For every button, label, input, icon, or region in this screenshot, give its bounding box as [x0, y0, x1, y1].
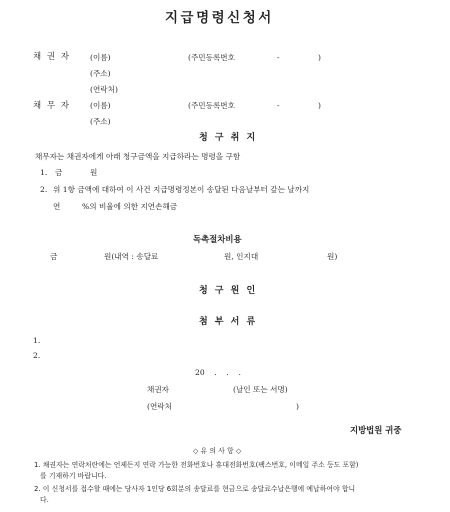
- claim-item1-amount-unit: 원: [90, 168, 98, 177]
- signature-creditor-label: 채권자: [147, 385, 170, 394]
- notes-heading: ◇ 유 의 사 항 ◇: [193, 447, 242, 455]
- document-title: 지급명령신청서: [165, 10, 274, 26]
- debtor-address-field: (주소): [90, 117, 111, 126]
- note-2-line-2: 다.: [40, 496, 49, 504]
- claim-item2-text: 위 1항 금액에 대하여 이 사건 지급명령정본이 송달된 다음날부터 갚는 날까지: [53, 185, 310, 194]
- claim-item1-number: 1.: [40, 168, 48, 177]
- attachment-item-1: 1.: [33, 336, 41, 345]
- signature-contact: (연락처: [147, 402, 172, 411]
- fees-stamp-label: 원, 인지대: [224, 252, 259, 261]
- claim-item2-rate: %의 비율에 의한 지연손해금: [82, 202, 178, 211]
- debtor-rrn-field: (주민등록번호: [188, 101, 235, 110]
- signature-contact-close: ): [296, 402, 299, 411]
- creditor-rrn-field: (주민등록번호: [188, 53, 235, 62]
- attachments-heading: 첨 부 서 류: [199, 317, 258, 327]
- signature-seal: (날인 또는 서명): [233, 385, 288, 394]
- note-1-line-1: 1. 채권자는 연락처란에는 언제든지 연락 가능한 전화번호나 휴대전화번호(팩스번호, 이메일 주소 등도 포함): [34, 461, 359, 469]
- note-2-line-1: 2. 이 신청서를 접수할 때에는 당사자 1인당 6회분의 송달료를 현금으로 송달료수납은행에 예납하여야 합니: [34, 485, 356, 493]
- fees-amount-prefix: 금: [50, 252, 58, 261]
- claim-cause-heading: 청 구 원 인: [199, 286, 258, 296]
- claim-purpose-intro: 채무자는 채권자에게 아래 청구금액을 지급하라는 명령을 구함: [35, 152, 241, 161]
- claim-item2-number: 2.: [40, 185, 48, 194]
- debtor-name-field: (이름): [90, 101, 111, 110]
- claim-purpose-heading: 청 구 취 지: [199, 133, 258, 143]
- creditor-label: 채 권 자: [33, 51, 71, 61]
- court-addressee: 지방법원 귀중: [350, 425, 402, 435]
- debtor-rrn-close: ): [318, 101, 321, 110]
- note-1-line-2: 를 기재하기 바랍니다.: [40, 472, 107, 480]
- attachment-item-2: 2.: [33, 351, 41, 360]
- debtor-label: 채 무 자: [33, 100, 71, 110]
- debtor-rrn-dash: -: [277, 101, 280, 110]
- fees-delivery-label: 원(내역 : 송달료: [104, 252, 159, 261]
- fees-heading: 독촉절차비용: [193, 234, 242, 244]
- creditor-name-field: (이름): [90, 53, 111, 62]
- claim-item1-amount-prefix: 금: [55, 168, 63, 177]
- creditor-rrn-close: ): [318, 53, 321, 62]
- signature-date: 20 . . .: [195, 368, 241, 377]
- fees-close: 원): [327, 252, 338, 261]
- claim-item2-year: 연: [53, 202, 61, 211]
- creditor-contact-field: (연락처): [90, 85, 118, 94]
- creditor-address-field: (주소): [90, 69, 111, 78]
- creditor-rrn-dash: -: [277, 53, 280, 62]
